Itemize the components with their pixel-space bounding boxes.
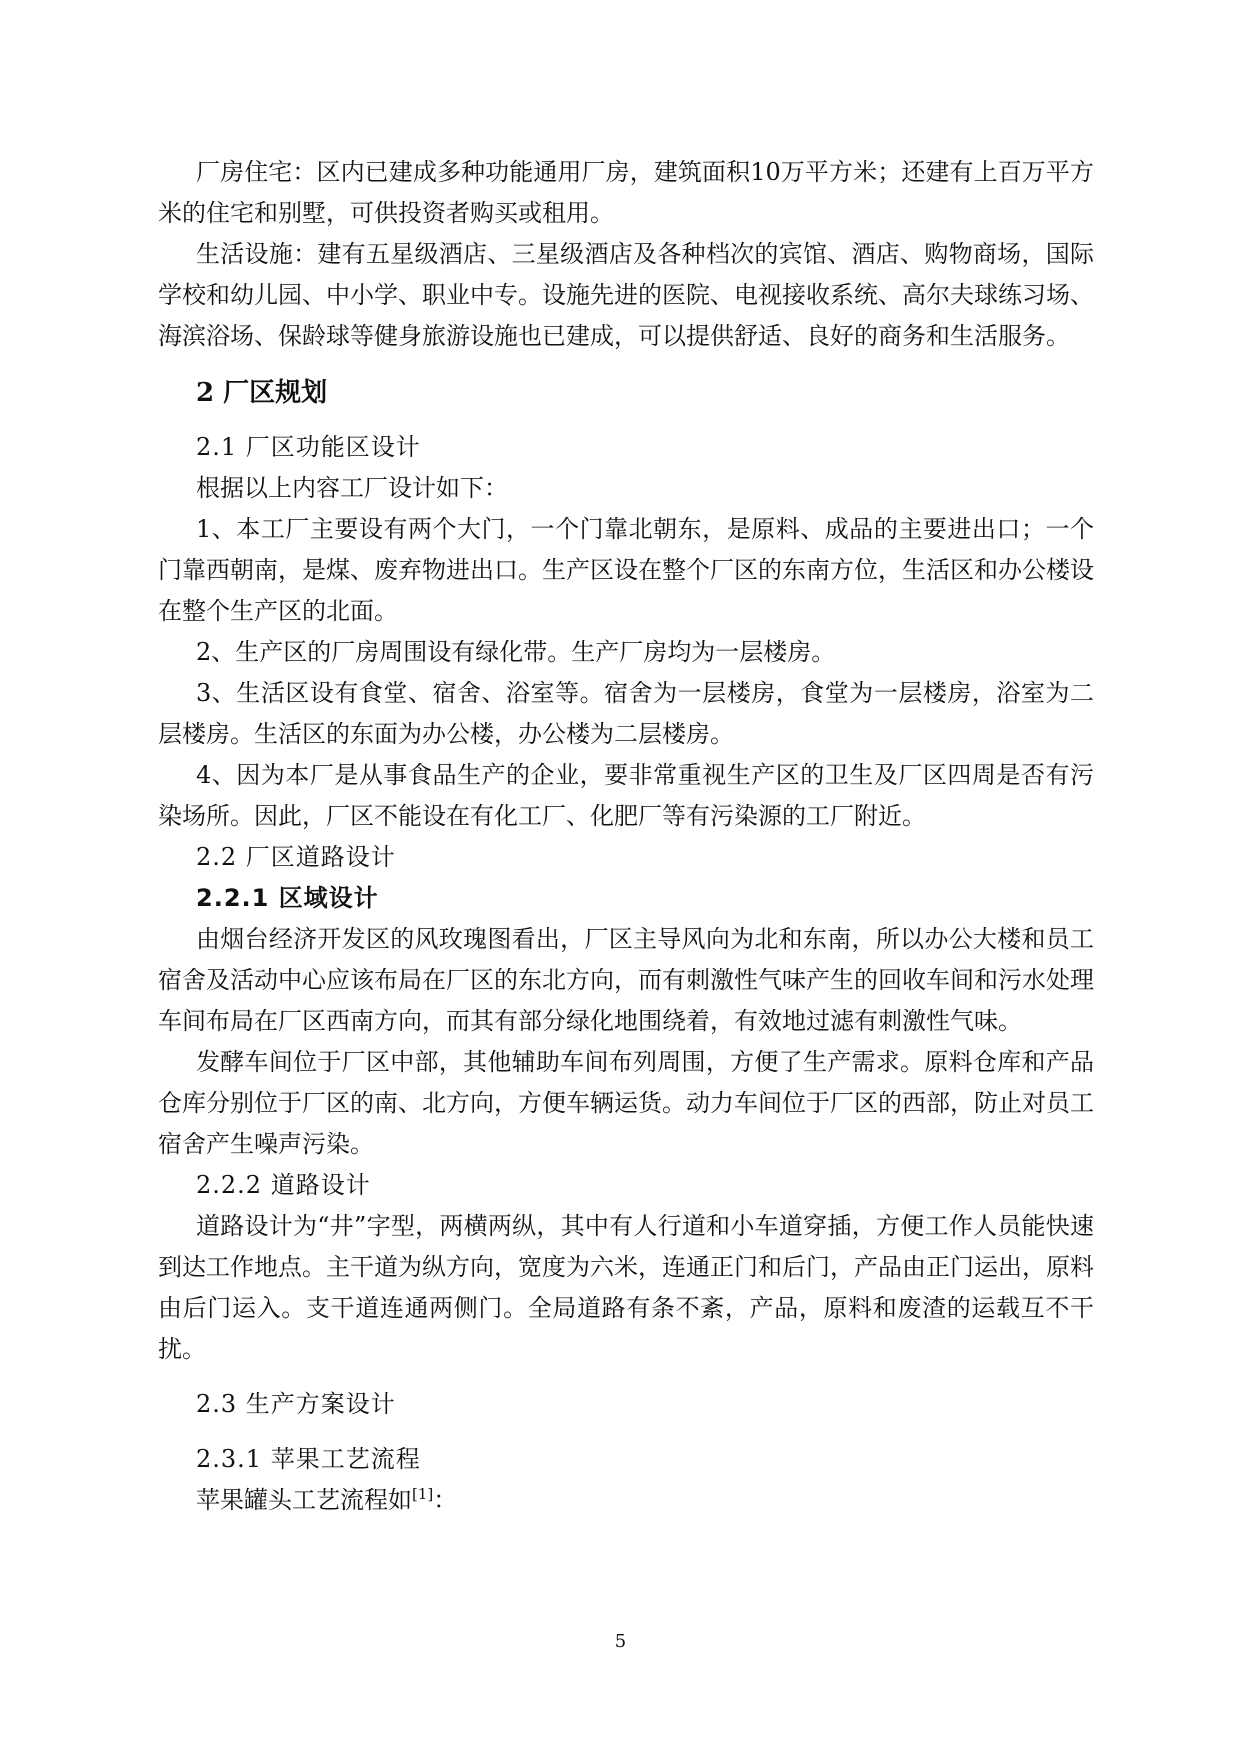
list-item-2: 2、生产区的厂房周围设有绿化带。生产厂房均为一层楼房。	[196, 638, 836, 666]
subsection-heading-2-3: 2.3 生产方案设计	[196, 1390, 396, 1418]
list-item-3: 3、生活区设有食堂、宿舍、浴室等。宿舍为一层楼房，食堂为一层楼房，浴室为二层楼房。生活区的东面为办公楼，办公楼为二层楼房。	[158, 679, 1094, 748]
paragraph-area-design-2: 发酵车间位于厂区中部，其他辅助车间布列周围，方便了生产需求。原料仓库和产品仓库分别位于厂区的南、北方向，方便车辆运货。动力车间位于厂区的西部，防止对员工宿舍产生噪声污染。	[158, 1048, 1094, 1158]
subsection-heading-2-3-1: 2.3.1 苹果工艺流程	[196, 1445, 421, 1473]
subsection-heading-2-2-1: 2.2.1 区域设计	[196, 884, 379, 912]
paragraph-factory-housing: 厂房住宅：区内已建成多种功能通用厂房，建筑面积10万平方米；还建有上百万平方米的住宅和别墅，可供投资者购买或租用。	[158, 158, 1094, 227]
paragraph-road-design: 道路设计为“井”字型，两横两纵，其中有人行道和小车道穿插，方便工作人员能快速到达工作地点。主干道为纵方向，宽度为六米，连通正门和后门，产品由正门运出，原料由后门运入。支干道连通两侧门。全局道路有条不紊，产品，原料和废渣的运载互不干扰。	[158, 1212, 1094, 1363]
subsection-heading-2-2-2: 2.2.2 道路设计	[196, 1171, 371, 1199]
paragraph-process-intro: 苹果罐头工艺流程如[1]：	[196, 1485, 458, 1514]
subsection-heading-2-1: 2.1 厂区功能区设计	[196, 433, 421, 461]
list-item-4: 4、因为本厂是从事食品生产的企业，要非常重视生产区的卫生及厂区四周是否有污染场所。因此，厂区不能设在有化工厂、化肥厂等有污染源的工厂附近。	[158, 761, 1094, 830]
list-item-1: 1、本工厂主要设有两个大门，一个门靠北朝东，是原料、成品的主要进出口；一个门靠西朝南，是煤、废弃物进出口。生产区设在整个厂区的东南方位，生活区和办公楼设在整个生产区的北面。	[158, 515, 1094, 625]
paragraph-design-intro: 根据以上内容工厂设计如下：	[196, 474, 508, 502]
document-body	[158, 152, 1094, 1521]
page-number: 5	[614, 1631, 627, 1652]
citation-ref: [1]	[412, 1485, 434, 1503]
section-heading-2: 2 厂区规划	[196, 378, 328, 408]
subsection-heading-2-2: 2.2 厂区道路设计	[196, 843, 396, 871]
paragraph-area-design-1: 由烟台经济开发区的风玫瑰图看出，厂区主导风向为北和东南，所以办公大楼和员工宿舍及活动中心应该布局在厂区的东北方向，而有刺激性气味产生的回收车间和污水处理车间布局在厂区西南方向，而其有部分绿化地围绕着，有效地过滤有刺激性气味。	[158, 925, 1094, 1035]
paragraph-living-facilities: 生活设施：建有五星级酒店、三星级酒店及各种档次的宾馆、酒店、购物商场，国际学校和幼儿园、中小学、职业中专。设施先进的医院、电视接收系统、高尔夫球练习场、海滨浴场、保龄球等健身旅游设施也已建成，可以提供舒适、良好的商务和生活服务。	[158, 240, 1094, 350]
